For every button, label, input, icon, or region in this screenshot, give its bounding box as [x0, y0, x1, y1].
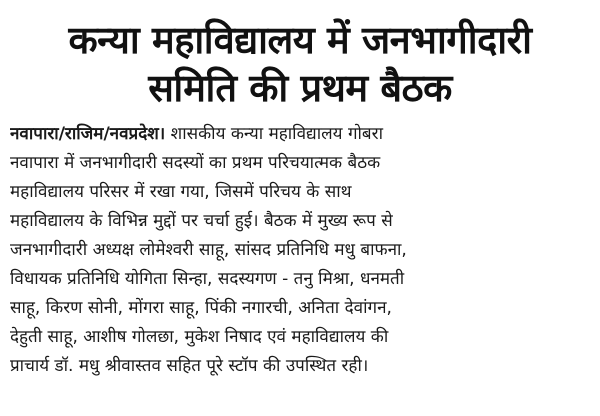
- body-line-1: [10, 120, 590, 149]
- body-line-3: महाविद्यालय परिसर में रखा गया, जिसमें परिचय के साथ: [10, 182, 352, 202]
- body-line-9: प्राचार्य डॉ. मधु श्रीवास्तव सहित पूरे स्टॉप की उपस्थित रही।: [10, 356, 369, 376]
- body-line-7: साहू, किरण सोनी, मोंगरा साहू, पिंकी नगारची, अनिता देवांगन,: [10, 298, 392, 318]
- body-line-6: विधायक प्रतिनिधि योगिता सिन्हा, सदस्यगण - तनु मिश्रा, धनमती: [10, 269, 405, 289]
- body-line-4: महाविद्यालय के विभिन्न मुद्दों पर चर्चा हुई। बैठक में मुख्य रूप से: [10, 211, 393, 231]
- body-line-2: नवापारा में जनभागीदारी सदस्यों का प्रथम परिचयात्मक बैठक: [10, 153, 381, 173]
- body-line-5: जनभागीदारी अध्यक्ष लोमेश्वरी साहू, सांसद प्रतिनिधि मधु बाफना,: [10, 240, 407, 260]
- dateline: नवापारा/राजिम/नवप्रदेश।: [10, 124, 166, 144]
- body-line-1-text: शासकीय कन्या महाविद्यालय गोबरा: [165, 124, 383, 144]
- headline-line-1: कन्या महाविद्यालय में जनभागीदारी: [68, 18, 532, 62]
- body-line-8: देहुती साहू, आशीष गोलछा, मुकेश निषाद एवं महाविद्यालय की: [10, 327, 389, 347]
- headline-line-2: समिति की प्रथम बैठक: [148, 66, 452, 110]
